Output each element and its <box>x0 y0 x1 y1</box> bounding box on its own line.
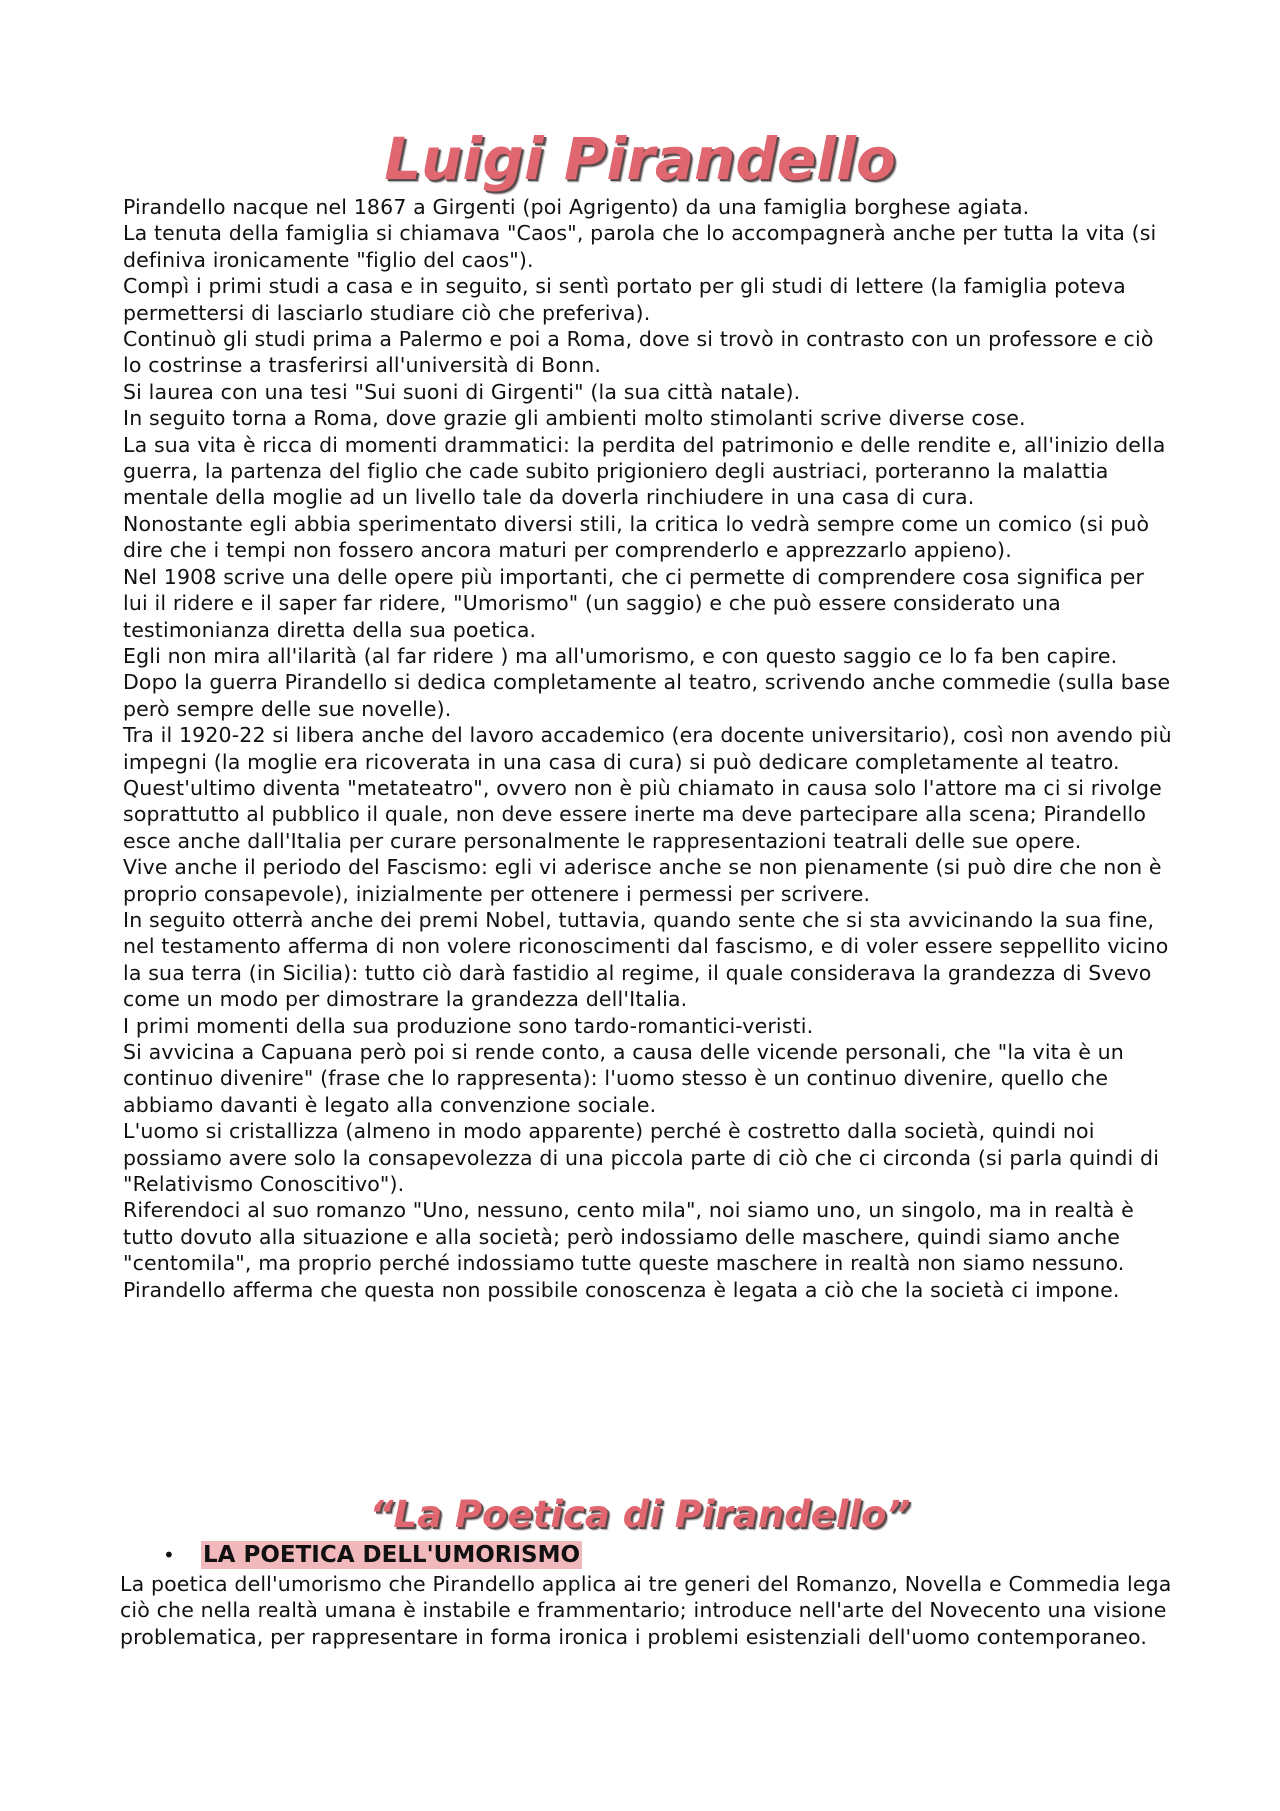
bullet-list-item <box>163 1540 582 1570</box>
paragraph: Si avvicina a Capuana però poi si rende conto, a causa delle vicende personali, che "la vita è un continuo divenire" (frase che lo rappresenta): l'uomo stesso è un continuo divenire, quello che abbiamo davanti è legato alla convenzione sociale. <box>123 1040 1124 1117</box>
section-title: “La Poetica di Pirandello” <box>369 1493 911 1536</box>
paragraph: La tenuta della famiglia si chiamava "Caos", parola che lo accompagnerà anche per tutta la vita (si definiva ironicamente "figlio del caos"). <box>123 221 1157 272</box>
paragraph: Dopo la guerra Pirandello si dedica completamente al teatro, scrivendo anche commedie (sulla base però sempre delle sue novelle). <box>123 670 1171 721</box>
paragraph: Egli non mira all'ilarità (al far ridere ) ma all'umorismo, e con questo saggio ce lo fa ben capire. <box>123 643 1118 668</box>
section-text <box>120 1571 1180 1650</box>
paragraph: Tra il 1920-22 si libera anche del lavoro accademico (era docente universitario), così non avendo più impegni (la moglie era ricoverata in una casa di cura) si può dedicare completamente al teatro. <box>123 723 1172 774</box>
paragraph: La sua vita è ricca di momenti drammatici: la perdita del patrimonio e delle rendite e, all'inizio della guerra, la partenza del figlio che cade subito prigioniero degli austriaci, porteranno la malattia mentale della moglie ad un livello tale da doverla rinchiudere in una casa di cura. <box>123 432 1166 510</box>
paragraph: In seguito torna a Roma, dove grazie gli ambienti molto stimolanti scrive diverse cose. <box>123 406 1026 431</box>
paragraph: I primi momenti della sua produzione sono tardo-romantici-veristi. <box>123 1013 814 1038</box>
paragraph: Riferendoci al suo romanzo "Uno, nessuno, cento mila", noi siamo uno, un singolo, ma in realtà è tutto dovuto alla situazione e alla società; però indossiamo delle maschere, quindi siamo anche "centomila", ma proprio perché indossiamo tutte queste maschere in realtà non siamo nessuno. <box>123 1198 1134 1276</box>
paragraph: L'uomo si cristallizza (almeno in modo apparente) perché è costretto dalla società, quindi noi possiamo avere solo la consapevolezza di una piccola parte di ciò che ci circonda (si parla quindi di "Relativismo Conoscitivo"). <box>123 1119 1160 1197</box>
paragraph: Pirandello nacque nel 1867 a Girgenti (poi Agrigento) da una famiglia borghese agiata. <box>123 195 1030 219</box>
paragraph: Nel 1908 scrive una delle opere più importanti, che ci permette di comprendere cosa significa per lui il ridere e il saper far ridere, "Umorismo" (un saggio) e che può essere considerato una testimonianza diretta della sua poetica. <box>123 564 1145 642</box>
bullet-heading: LA POETICA DELL'UMORISMO <box>203 1542 581 1568</box>
paragraph: Vive anche il periodo del Fascismo: egli vi aderisce anche se non pienamente (si può dire che non è proprio consapevole), inizialmente per ottenere i permessi per scrivere. <box>123 855 1162 906</box>
paragraph: Nonostante egli abbia sperimentato diversi stili, la critica lo vedrà sempre come un comico (si può dire che i tempi non fossero ancora maturi per comprenderlo e apprezzarlo appieno). <box>123 511 1150 563</box>
paragraph: Si laurea con una tesi "Sui suoni di Girgenti" (la sua città natale). <box>123 379 801 404</box>
paragraph: La poetica dell'umorismo che Pirandello applica ai tre generi del Romanzo, Novella e Commedia lega ciò che nella realtà umana è instabile e frammentario; introduce nell'arte del Novecento una visione problematica, per rappresentare in forma ironica i problemi esistenziali dell'uomo contemporaneo. <box>120 1572 1172 1649</box>
paragraph: In seguito otterrà anche dei premi Nobel, tuttavia, quando sente che si sta avvicinando la sua fine, nel testamento afferma di non volere riconoscimenti dal fascismo, e di voler essere seppellito vicino la sua terra (in Sicilia): tutto ciò darà fastidio al regime, il quale considerava la grandezza di Svevo come un modo per dimostrare la grandezza dell'Italia. <box>123 907 1169 1012</box>
document-title: Luigi Pirandello <box>384 125 896 193</box>
paragraph: Compì i primi studi a casa e in seguito, si sentì portato per gli studi di lettere (la famiglia poteva permettersi di lasciarlo studiare ciò che preferiva). <box>123 274 1126 325</box>
bullet-icon: • <box>163 1543 175 1567</box>
body-text <box>123 194 1173 1303</box>
paragraph: Quest'ultimo diventa "metateatro", ovvero non è più chiamato in causa solo l'attore ma ci si rivolge soprattutto al pubblico il quale, non deve essere inerte ma deve partecipare alla scena; Pirandello esce anche dall'Italia per curare personalmente le rappresentazioni teatrali delle sue opere. <box>123 775 1162 853</box>
paragraph: Continuò gli studi prima a Palermo e poi a Roma, dove si trovò in contrasto con un professore e ciò lo costrinse a trasferirsi all'università di Bonn. <box>123 327 1154 378</box>
paragraph: Pirandello afferma che questa non possibile conoscenza è legata a ciò che la società ci impone. <box>123 1277 1120 1302</box>
